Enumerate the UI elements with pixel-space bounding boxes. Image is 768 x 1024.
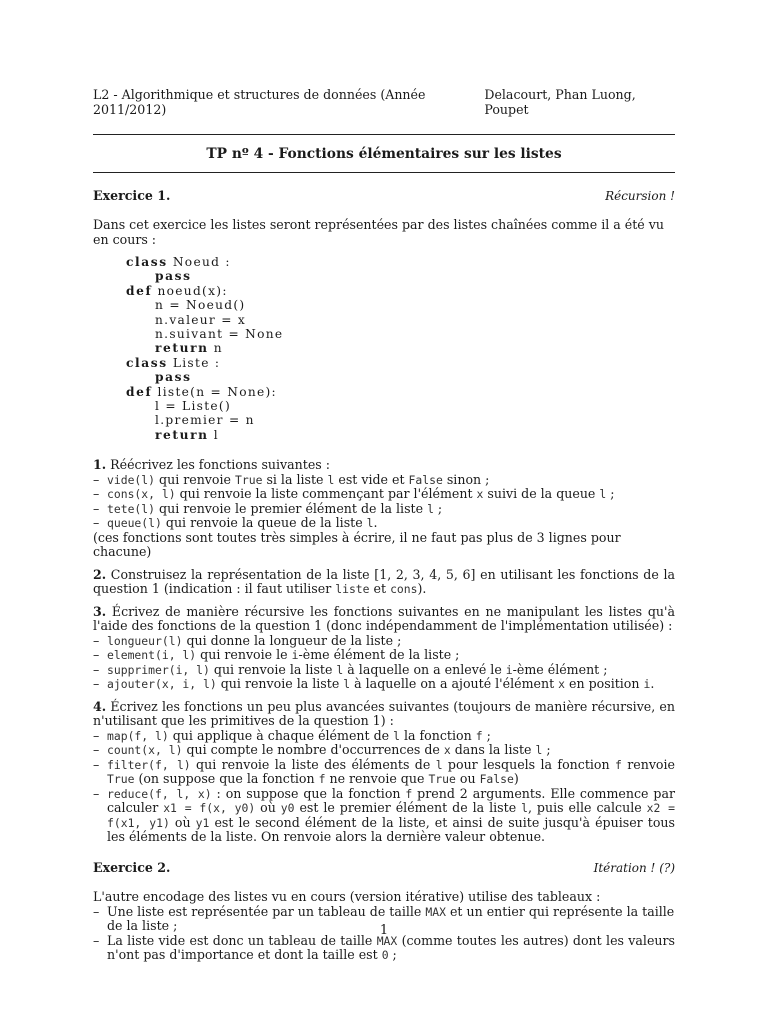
list-item: – filter(f, l) qui renvoie la liste des éléments de l pour lesquels la fonction f renvoie True (on suppose que la fonction f ne renvoie que True ou False) [93,756,675,787]
exercise-2-tag: Itération ! (?) [593,860,675,875]
code-line: l.premier = n [155,413,255,428]
list-item: – vide(l) qui renvoie True si la liste l est vide et False sinon ; [93,471,490,487]
question-1-note: (ces fonctions sont toutes très simples à écrire, il ne faut pas plus de 3 lignes pour chacune) [93,529,621,560]
exercise-1-heading [93,189,675,204]
list-item: – element(i, l) qui renvoie le i-ème élément de la liste ; [93,647,460,663]
code-line: n.valeur = x [155,312,247,327]
list-item: – queue(l) qui renvoie la queue de la liste l. [93,515,378,531]
running-header [93,88,675,117]
code-line: return n [155,341,223,356]
page-number: 1 [379,923,389,938]
code-line: class Noeud : [126,255,231,269]
list-item: – map(f, l) qui applique à chaque élément de l la fonction f ; [93,727,491,743]
code-line: class Liste : [126,355,221,370]
code-line: def liste(n = None): [126,384,277,399]
list-item: – tete(l) qui renvoie le premier élément de la liste l ; [93,500,443,516]
list-item: – La liste vide est donc un tableau de taille MAX (comme toutes les autres) dont les valeurs n'ont pas d'importance et dont la taille est 0 ; [93,932,675,963]
code-line: def noeud(x): [126,283,228,298]
exercise-2-label: Exercice 2. [93,859,171,875]
top-rule [93,134,675,135]
code-block [126,255,675,442]
page [93,88,675,963]
list-item: – Une liste est représentée par un tableau de taille MAX et un entier qui représente la taille de la liste ; [93,903,675,934]
list-item: – reduce(f, l, x) : on suppose que la fonction f prend 2 arguments. Elle commence par calculer x1 = f(x, y0) où y0 est le premier élément de la liste l, puis elle calcule x2 = f(x1, y1) où y1 est le second élément de la liste, et ainsi de suite jusqu'à épuiser tous les éléments de la liste. On renvoie alors la dernière valeur obtenue. [93,785,676,845]
exercise-2-intro: L'autre encodage des listes vu en cours (version itérative) utilise des tableaux : [93,889,601,905]
exercise-1-intro: Dans cet exercice les listes seront représentées par des listes chaînées comme il a été vu en cours : [93,217,664,247]
code-line: n.suivant = None [155,327,284,342]
list-item: – longueur(l) qui donne la longueur de la liste ; [93,632,402,648]
list-item: – count(x, l) qui compte le nombre d'occurrences de x dans la liste l ; [93,742,551,758]
question-2: 2. Construisez la représentation de la liste [1, 2, 3, 4, 5, 6] en utilisant les fonctions de la question 1 (indication : il faut utiliser liste et cons). [93,566,675,597]
question-3: 3. Écrivez de manière récursive les fonctions suivantes en ne manipulant les listes qu'à l'aide des fonctions de la question 1 (donc indépendamment de l'implémentation utilisée) : – longueur(l) qui donne la longueur de la liste ; – element(i, l) qui renvoie le i-ème élément de la liste ; – supprimer(i, l) qui renvoie la liste l à laquelle on a enlevé le i-ème élément ; – ajouter(x, i, l) qui renvoie la liste l à laquelle on a ajouté l'élément x en position i. [93,603,675,692]
list-item: – supprimer(i, l) qui renvoie la liste l à laquelle on a enlevé le i-ème élément ; [93,661,608,677]
exercise-1-tag: Récursion ! [605,188,675,203]
title-rule [93,172,675,173]
document-title: TP nº 4 - Fonctions élémentaires sur les listes [206,146,562,162]
header-authors: Delacourt, Phan Luong, Poupet [484,87,636,117]
code-line: n = Noeud() [155,298,246,313]
question-4: 4. Écrivez les fonctions un peu plus avancées suivantes (toujours de manière récursive, en n'utilisant que les primitives de la question 1) : – map(f, l) qui applique à chaque élément de l la fonction f ; – count(x, l) qui compte le nombre d'occurrences de x dans la liste l ; – filter(f, l) qui renvoie la liste des éléments de l pour lesquels la fonction f renvoie True (on suppose que la fonction f ne renvoie que True ou False) – reduce(f, l, x) : on suppose que la fonction f prend 2 arguments. Elle commence par calculer x1 = f(x, y0) où y0 est le premier élément de la liste l, puis elle calcule x2 = f(x1, y1) où y1 est le second élément de la liste, et ainsi de suite jusqu'à épuiser tous les éléments de la liste. On renvoie alors la dernière valeur obtenue. [93,698,676,845]
code-line: pass [155,370,192,385]
list-item: – ajouter(x, i, l) qui renvoie la liste l à laquelle on a ajouté l'élément x en position i. [93,676,655,692]
exercise-2-heading [93,861,675,876]
header-course: L2 - Algorithmique et structures de données (Année 2011/2012) [93,87,426,117]
code-line: return l [155,427,219,442]
code-line: pass [155,269,192,284]
exercise-1-label: Exercice 1. [93,187,171,203]
question-1: 1. Réécrivez les fonctions suivantes : – vide(l) qui renvoie True si la liste l est vide et False sinon ; – cons(x, l) qui renvoie la liste commençant par l'élément x suivi de la queue l ; – tete(l) qui renvoie le premier élément de la liste l ; – queue(l) qui renvoie la queue de la liste l. (ces fonctions sont toutes très simples à écrire, il ne faut pas plus de 3 lignes pour chacune) [93,458,675,560]
code-line: l = Liste() [155,399,232,414]
list-item: – cons(x, l) qui renvoie la liste commençant par l'élément x suivi de la queue l ; [93,486,615,502]
